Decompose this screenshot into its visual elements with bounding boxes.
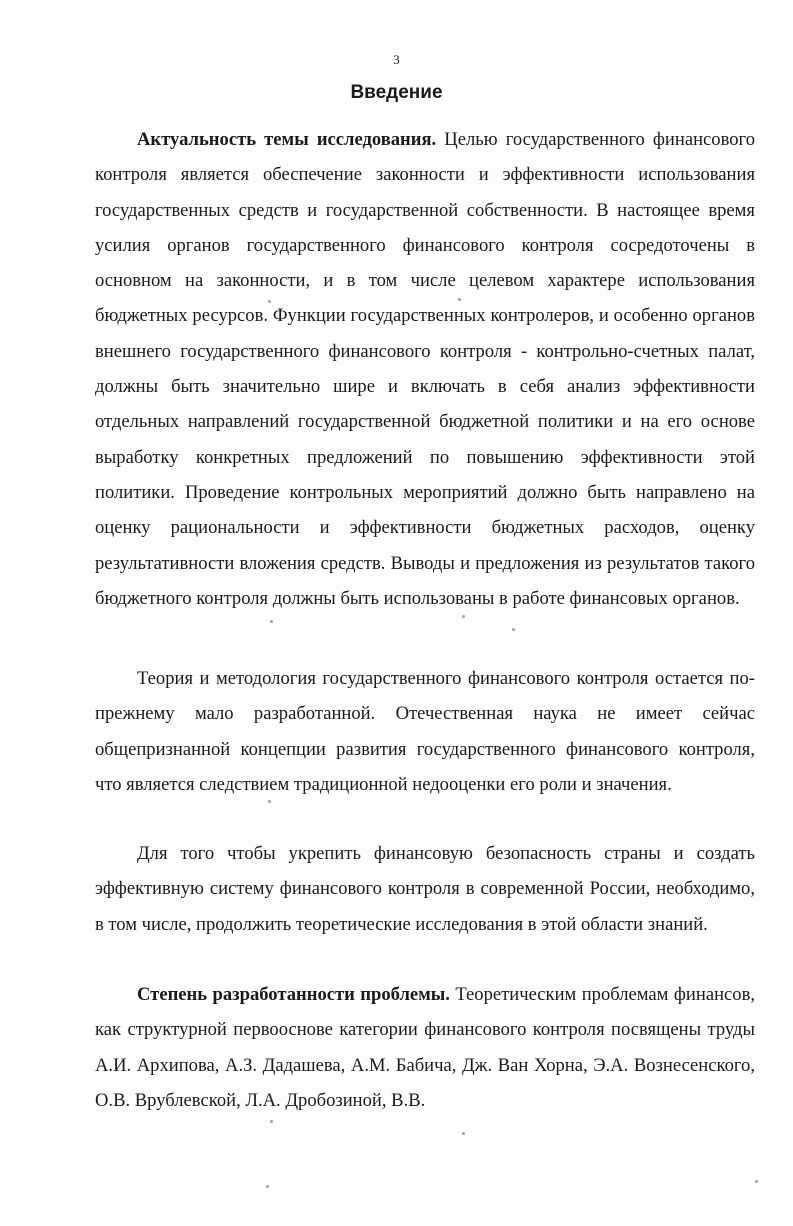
scan-speck [755,1180,758,1183]
paragraph-body-relevance: Целью государственного финансового контроля является обеспечение законности и эффективности использования государственных средств и государственной собственности. В настоящее время усилия органов государственного финансового контроля сосредоточены в основном на законности, и в том числе целевом характере использования бюджетных ресурсов. Функции государственных контролеров, и особенно органов внешнего государственного финансового контроля - контрольно-счетных палат, должны быть значительно шире и включать в себя анализ эффективности отдельных направлений государственной бюджетной политики и на его основе выработку конкретных предложений по повышению эффективности этой политики. Проведение контрольных мероприятий должно быть направлено на оценку рациональности и эффективности бюджетных расходов, оценку результативности вложения средств. Выводы и предложения из результатов такого бюджетного контроля должны быть использованы в работе финансовых органов. [95,129,755,609]
scan-speck [268,300,271,303]
paragraph-degree [95,977,755,1118]
paragraph-lead-degree: Степень разработанности проблемы. [137,984,450,1005]
scan-speck [462,1132,465,1135]
paragraph-text [95,977,755,1118]
paragraph-text: Теория и методология государственного финансового контроля остается по-прежнему мало разработанной. Отечественная наука не имеет сейчас общепризнанной концепции развития государственного финансового контроля, что является следствием традиционной недооценки его роли и значения. [95,668,755,795]
paragraph-relevance [95,122,755,616]
page-number: 3 [393,52,400,67]
scan-speck [462,615,465,618]
scan-speck [270,620,273,623]
scan-speck [266,1185,269,1188]
paragraph-security [95,836,755,942]
scan-speck [268,800,271,803]
section-title: Введение [350,82,443,103]
paragraph-lead-relevance: Актуальность темы исследования. [137,129,437,150]
paragraph-text: Для того чтобы укрепить финансовую безопасность страны и создать эффективную систему финансового контроля в современной России, необходимо, в том числе, продолжить теоретические исследования в этой области знаний. [95,843,755,935]
scan-speck [458,298,461,301]
scan-speck [270,1120,273,1123]
scan-speck [512,628,515,631]
paragraph-theory [95,661,755,802]
paragraph-body-degree: Теоретическим проблемам финансов, как структурной первооснове категории финансового контроля посвящены труды А.И. Архипова, А.З. Дадашева, А.М. Бабича, Дж. Ван Хорна, Э.А. Вознесенского, О.В. Врублевской, Л.А. Дробозиной, В.В. [95,984,755,1111]
paragraph-text [95,122,755,616]
